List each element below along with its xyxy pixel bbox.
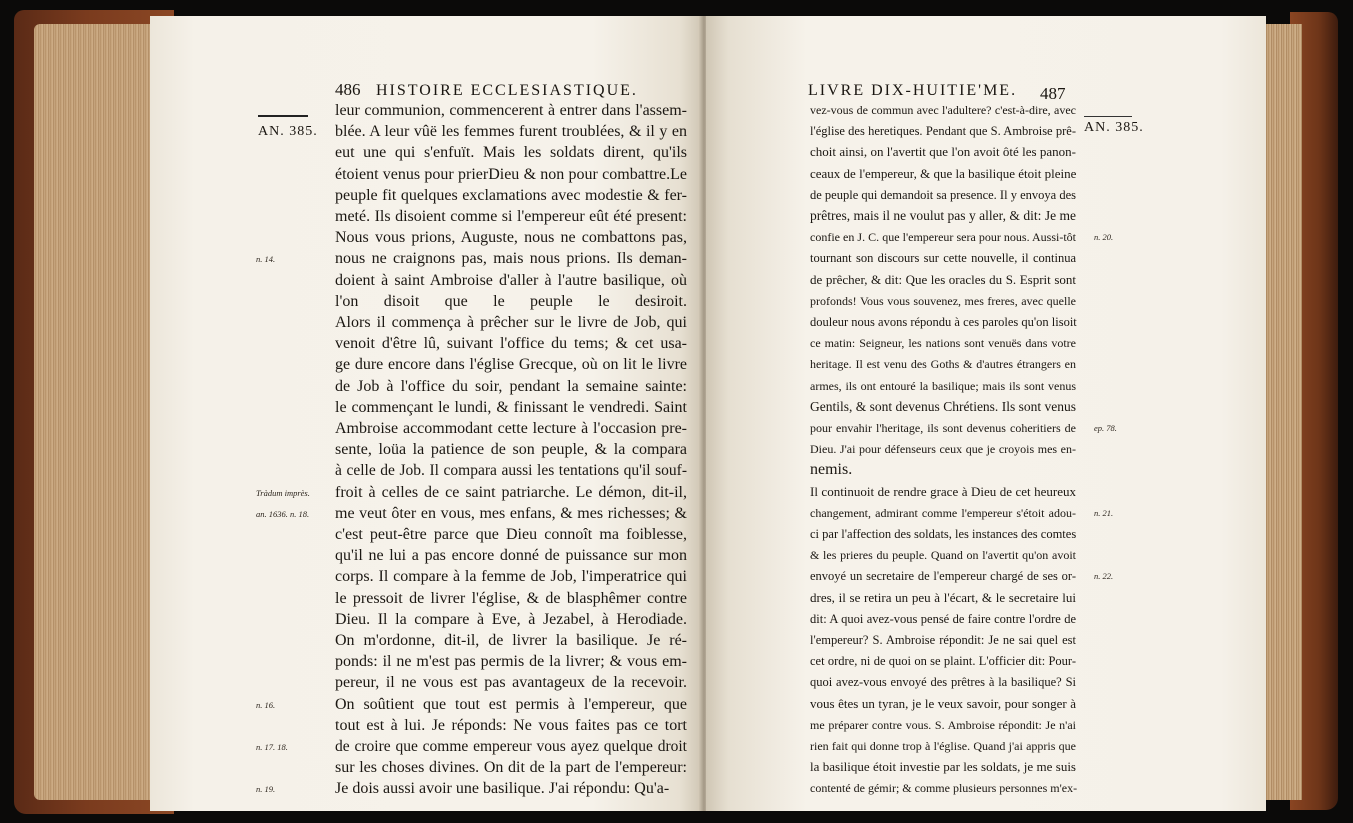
text-line: doient à saint Ambroise d'aller à l'autre basilique, où xyxy=(335,271,687,289)
text-line: cet ordre, ni de quoi on se plaint. L'officier dit: Pour- xyxy=(810,654,1076,669)
year-rule xyxy=(258,115,308,117)
text-line: blée. A leur vûë les femmes furent troublées, & il y en xyxy=(335,123,687,141)
text-line: & les prieres du peuple. Quand on l'avertit qu'on avoit xyxy=(810,548,1076,563)
text-line: Nous vous prions, Auguste, nous ne combattons pas, xyxy=(335,229,687,247)
text-line: tout est à lui. Je réponds: Ne vous faites pas ce tort xyxy=(335,716,687,734)
text-line: sente, loüa la patience de son peuple, & la compara xyxy=(335,441,687,459)
text-line: Je dois aussi avoir une basilique. J'ai répondu: Qu'a- xyxy=(335,780,670,798)
text-line: quoi avez-vous envoyé des prêtres à la basilique? Si xyxy=(810,675,1076,690)
year-rule xyxy=(1084,116,1132,117)
text-line: pereur, il ne vous est pas avantageux de la recevoir. xyxy=(335,674,687,692)
margin-note: Tràdum imprès. xyxy=(256,487,310,498)
text-line: vez-vous de commun avec l'adultere? c'est-à-dire, avec xyxy=(810,103,1076,117)
text-line: choit ainsi, on l'avertit que l'on avoit ôté les panon- xyxy=(810,144,1076,160)
text-line: confie en J. C. que l'empereur sera pour nous. Aussi-tôt xyxy=(810,230,1076,245)
text-line: dres, il se retira un peu à l'écart, & le secretaire lui xyxy=(810,589,1076,605)
text-line: douleur nous avons répondu à ces paroles qu'on lisoit xyxy=(810,315,1077,329)
text-line: me veut ôter en vous, mes enfans, & mes richesses; & xyxy=(335,504,687,522)
text-line: à celle de Job. Il compara aussi les tentations qu'il souf- xyxy=(335,462,687,480)
year-label: AN. 385. xyxy=(258,124,318,139)
page-number: 487 xyxy=(1040,84,1066,103)
year-label: AN. 385. xyxy=(1084,120,1144,135)
text-line: On soûtient que tout est permis à l'empereur, que xyxy=(335,695,687,713)
text-line: c'est peut-être parce que Dieu connoît ma foiblesse, xyxy=(335,526,687,543)
margin-note: n. 20. xyxy=(1094,232,1114,243)
text-line: armes, ils ont entouré la basilique; mais ils sont venus xyxy=(810,378,1076,393)
text-line: l'église des heretiques. Pendant que S. Ambroise prê- xyxy=(810,124,1076,139)
text-line: Alors il commença à prêcher sur le livre de Job, qui xyxy=(335,314,687,331)
running-head: LIVRE DIX-HUITIE'ME. xyxy=(808,82,1018,99)
text-line: le commençant le lundi, & finissant le vendredi. Saint xyxy=(335,398,687,416)
text-line: nous ne craignons pas, mais nous prions. Ils deman- xyxy=(335,250,687,268)
margin-note: an. 1636. n. 18. xyxy=(256,508,310,519)
text-line: de peuple qui demandoit sa presence. Il y envoya des xyxy=(810,187,1076,202)
text-line: la basilique étoit investie par les soldats, je me suis xyxy=(810,759,1076,775)
text-line: Il continuoit de rendre grace à Dieu de cet heureux xyxy=(810,483,1076,499)
text-line: me préparer contre vous. S. Ambroise répondit: Je n'ai xyxy=(810,717,1076,732)
left-page xyxy=(150,16,702,811)
text-line: rien fait qui donne trop à l'église. Quand j'ai appris que xyxy=(810,739,1076,753)
margin-note: n. 22. xyxy=(1094,571,1114,582)
text-line: pour envahir l'heritage, ils sont devenus coheritiers de xyxy=(810,421,1076,435)
text-line: qu'il ne lui a pas encore donné de puissance sur mon xyxy=(335,547,687,565)
text-line: profonds! Vous vous souvenez, mes freres, avec quelle xyxy=(810,293,1076,308)
margin-note: n. 17. 18. xyxy=(256,742,288,752)
right-page xyxy=(706,16,1266,811)
text-line: Dieu. J'ai pour défenseurs ceux que je croyois mes en- xyxy=(810,442,1076,457)
text-line: envoyé un secretaire de l'empereur chargé de ses or- xyxy=(810,569,1076,584)
text-line: venoit d'être lû, suivant l'office du tems; & cet usa- xyxy=(335,335,687,353)
running-head: HISTOIRE ECCLESIASTIQUE. xyxy=(376,82,638,99)
page-edges-right xyxy=(1262,24,1302,800)
text-line: de prêcher, & dit: Que les oracles du S. Esprit sont xyxy=(810,271,1076,287)
text-line: ponds: il ne m'est pas permis de la livrer; & vous em- xyxy=(335,653,687,671)
text-line: ge dure encore dans l'église Grecque, où on lit le livre xyxy=(335,356,687,374)
text-line: de croire que comme empereur vous ayez quelque droit xyxy=(335,738,687,755)
text-line: changement, admirant comme l'empereur s'étoit adou- xyxy=(810,505,1076,520)
text-line: Gentils, & sont devenus Chrétiens. Ils sont venus xyxy=(810,398,1076,414)
text-line: nemis. xyxy=(810,461,853,479)
text-line: de Job à l'office du soir, pendant la semaine sainte: xyxy=(335,377,687,395)
text-line: contenté de gémir; & comme plusieurs personnes m'ex- xyxy=(810,781,1078,796)
text-line: étoient venus pour prierDieu & non pour combattre.Le xyxy=(335,165,687,183)
page-edges-left xyxy=(34,24,164,800)
margin-note: n. 16. xyxy=(256,699,276,710)
text-line: dit: A quoi avez-vous pensé de faire contre l'ordre de xyxy=(810,611,1076,626)
text-line: l'on disoit que le peuple le desiroit. xyxy=(335,292,687,310)
text-line: leur communion, commencerent à entrer dans l'assem- xyxy=(335,102,687,119)
text-line: sur les choses divines. On dit de la part de l'empereur: xyxy=(335,759,687,777)
text-line: Ambroise accommodant cette lecture à l'occasion pre- xyxy=(335,420,687,437)
text-line: prêtres, mais il ne voulut pas y aller, & dit: Je me xyxy=(810,208,1076,223)
text-line: On m'ordonne, dit-il, de livrer la basilique. Je ré- xyxy=(335,632,687,649)
text-line: Dieu. Il la compare à Eve, à Jezabel, à Herodiade. xyxy=(335,610,687,628)
page-number: 486 xyxy=(335,80,361,99)
text-line: vous êtes un tyran, je le veux savoir, pour songer à xyxy=(810,695,1076,711)
text-line: froit à celles de ce saint patriarche. Le démon, dit-il, xyxy=(335,483,687,501)
text-line: ceaux de l'empereur, & que la basilique étoit pleine xyxy=(810,165,1077,181)
text-line: heritage. Il est venu des Goths & d'autres étrangers en xyxy=(810,357,1076,372)
margin-note: n. 21. xyxy=(1094,507,1114,518)
margin-note: ep. 78. xyxy=(1094,423,1117,433)
text-line: l'empereur? S. Ambroise répondit: Je ne sai quel est xyxy=(810,633,1076,647)
margin-note: n. 14. xyxy=(256,254,276,265)
text-line: meté. Ils disoient comme si l'empereur eût été present: xyxy=(335,208,687,225)
text-line: corps. Il compare à la femme de Job, l'imperatrice qui xyxy=(335,568,687,586)
text-line: le pressoit de livrer l'église, & de blasphêmer contre xyxy=(335,589,687,607)
text-line: peuple fit quelques exclamations avec modestie & fer- xyxy=(335,186,687,204)
margin-note: n. 19. xyxy=(256,784,276,795)
text-line: ce matin: Seigneur, les nations sont venuës dans votre xyxy=(810,336,1076,351)
text-line: eut une qui s'enfuït. Mais les soldats dirent, qu'ils xyxy=(335,144,687,162)
text-line: ci par l'affection des soldats, les instances des comtes xyxy=(810,527,1077,541)
text-line: tournant son discours sur cette nouvelle, il continua xyxy=(810,251,1076,266)
